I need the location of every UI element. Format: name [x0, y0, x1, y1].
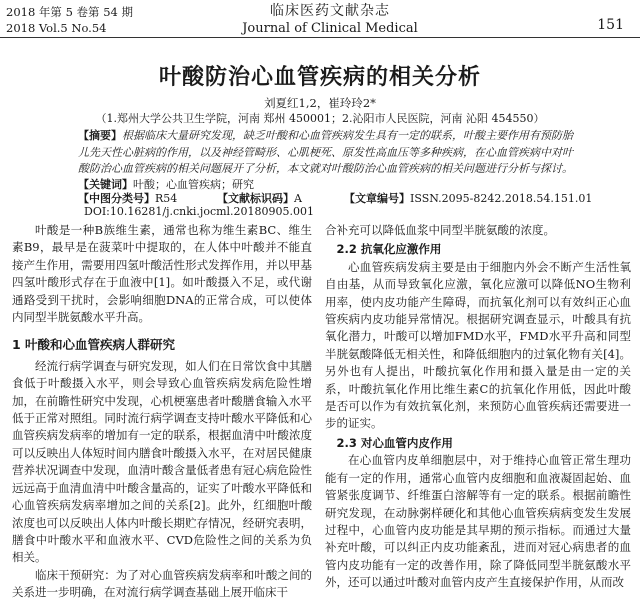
issue-info: [6, 4, 133, 36]
journal-name-en: Journal of Clinical Medical: [242, 21, 418, 36]
keywords-text: 叶酸；心血管疾病；研究: [133, 178, 254, 191]
doi: DOI:10.16281/j.cnki.jocml.20180905.001: [84, 205, 315, 218]
clc-label: 【中图分类号】: [78, 192, 155, 205]
article-affiliation: （1.郑州大学公共卫生学院，河南 郑州 450001；2.沁阳市人民医院，河南 沁阳 454550）: [95, 112, 545, 125]
continuation-paragraph: 合补充可以降低血浆中同型半胱氨酸的浓度。: [325, 223, 555, 237]
section-2-3-heading: 2.3 对心血管内皮作用: [336, 435, 453, 450]
classification-row: [78, 190, 598, 206]
left-column: [12, 222, 312, 602]
header-divider: [0, 37, 640, 38]
issue-en: 2018 Vol.5 No.54: [6, 21, 107, 35]
right-column: [325, 222, 631, 592]
journal-name: [232, 2, 428, 38]
section-2-2-heading: 2.2 抗氧化应激作用: [336, 242, 442, 257]
section-1-paragraph-2: 临床干预研究：为了对心血管疾病发病率和叶酸之间的关系进一步明确，在对流行病学调查基础上展开临床干: [12, 567, 312, 600]
keywords-label: 【关键词】: [78, 178, 133, 191]
article-title: 叶酸防治心血管疾病的相关分析: [158, 65, 481, 90]
section-1-paragraph-1: 经流行病学调查与研究发现，如人们在日常饮食中其膳食低于叶酸摄入水平，则会导致心血管疾病发病危险性增加，在前瞻性研究中发现，心机梗塞患者叶酸膳食输入水平低于正常对照组。同时流行病学调查支持叶酸水平降低和心血管疾病发病率的增加有一定的联系，根据血清中叶酸浓度可以反映出人体短时间内膳食叶酸摄入水平，在对居民健康营养状况调查中发现，血清叶酸含量低者患有冠心病危险性远远高于血清血清中叶酸含量高的，证实了叶酸水平降低和心血管疾病发病率增加之间的关系[2]。此外，红细胞叶酸浓度也可以反映出人体内叶酸长期贮存情况，经研究表明，膳食中叶酸水平和血液水平、CVD危险性之间的关系为负相关。: [12, 358, 312, 565]
clc-value: R54: [155, 192, 178, 205]
section-1-heading: 1 叶酸和心血管疾病人群研究: [12, 337, 176, 353]
doc-code-label: 【文献标识码】: [217, 192, 294, 205]
doc-code-value: A: [294, 192, 302, 205]
abstract: [78, 128, 576, 178]
intro-paragraph: 叶酸是一种B族维生素，通常也称为维生素BC、维生素B9，最早是在菠菜叶中提取的，在人体中叶酸并不能直接产生作用，需要用四氢叶酸活性形式发挥作用，并以甲基四氢叶酸形式存在于血液中[1]。如叶酸摄入不足，或代谢通路受到干扰时，会影响细胞DNA的正常合成，可以使体内同型半胱氨酸水平升高。: [12, 223, 312, 325]
article-no-value: ISSN.2095-8242.2018.54.151.01: [410, 192, 593, 205]
page-number: 151: [597, 17, 624, 33]
article-authors: 刘夏红1,2，崔玲玲2*: [264, 96, 376, 110]
abstract-label: 【摘要】: [78, 129, 122, 142]
section-2-2-paragraph: 心血管疾病发病主要是由于细胞内外会不断产生活性氧自由基，从而导致氧化应激，氧化应激可以降低NO生物利用率，使内皮功能产生障碍，而抗氧化剂可以有效纠正心血管疾病内皮功能异常情况。根据研究调查显示，叶酸具有抗氧化潜力，叶酸可以增加FMD水平，FMD水平升高和同型半胱氨酸降低无相关性，和降低细胞内的过氧化物有关[4]。另外也有人提出，叶酸抗氧化作用和摄入量是由一定的关系，叶酸抗氧化作用比维生素C的抗氧化作用低，因此叶酸是否可以作为有效抗氧化剂，来预防心血管疾病还需要进一步的证实。: [325, 259, 631, 431]
abstract-text: 根据临床大量研究发现，缺乏叶酸和心血管疾病发生具有一定的联系，叶酸主要作用有预防胎儿先天性心脏病的作用，以及神经管畸形、心肌梗死、原发性高血压等多种疾病，在心血管疾病中对叶酸防治心血管疾病的相关问题展开了分析，本文就对叶酸防治心血管疾病的相关问题进行分析与探讨。: [78, 129, 573, 175]
issue-cn: 2018 年第 5 卷第 54 期: [6, 5, 133, 19]
journal-name-cn: 临床医药文献杂志: [270, 3, 390, 19]
section-2-3-paragraph: 在心血管内皮单细胞层中，对于维持心血管正常生理功能有一定的作用，通常心血管内皮细胞和血液凝固起始、血管紧张度调节、纤维蛋白溶解等有一定的联系。根据前瞻性研究发现，在动脉粥样硬化和其他心血管疾病病变发生发展过程中，心血管内皮功能是其早期的预示指标。而通过大量补充叶酸，可以纠正内皮功能紊乱，进而对冠心病患者的血管内皮功能有一定的改善作用，除了降低同型半胱氨酸水平外，还可以通过叶酸对血管内皮产生直接保护作用，从而改: [325, 453, 631, 590]
article-no-label: 【文章编号】: [344, 192, 410, 205]
